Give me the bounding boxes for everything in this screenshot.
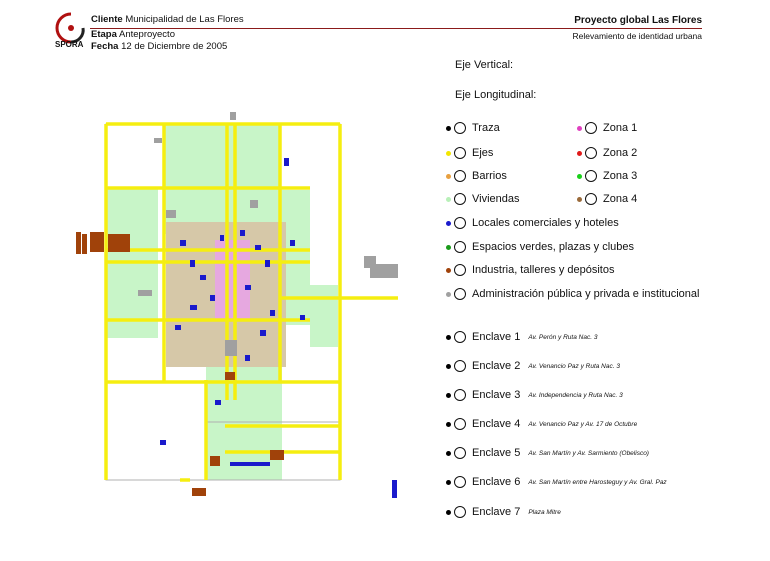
enclave-dot — [446, 422, 451, 427]
toggle-circle-icon[interactable] — [454, 418, 466, 430]
toggle-circle-icon[interactable] — [454, 264, 466, 276]
legend-item-industria[interactable] — [446, 264, 614, 276]
toggle-circle-icon[interactable] — [454, 389, 466, 401]
legend-label: Traza — [472, 122, 500, 134]
enclave-label: Enclave 3 — [472, 389, 521, 401]
stage-line — [91, 29, 175, 41]
legend-label: Zona 1 — [603, 122, 638, 134]
legend-item-viviendas[interactable] — [446, 193, 520, 205]
client-label: Cliente — [91, 14, 123, 25]
legend-dot-zona-4 — [577, 197, 582, 202]
enclave-label: Enclave 4 — [472, 418, 521, 430]
legend-item-zona-4[interactable] — [577, 193, 637, 205]
client-line — [91, 14, 244, 26]
toggle-circle-icon[interactable] — [585, 147, 597, 159]
enclave-dot — [446, 364, 451, 369]
stage-value: Anteproyecto — [119, 29, 175, 40]
legend-label: Viviendas — [472, 193, 520, 205]
enclave-label: Enclave 1 — [472, 331, 521, 343]
header — [0, 0, 770, 60]
toggle-circle-icon[interactable] — [454, 331, 466, 343]
client-value: Municipalidad de Las Flores — [125, 14, 244, 25]
enclave-desc: Av. San Martín entre Harosteguy y Av. Gral. Paz — [528, 478, 667, 486]
legend-item-ejes[interactable] — [446, 147, 493, 159]
enclave-item-7[interactable] — [446, 506, 561, 518]
spora-logo — [52, 12, 90, 56]
legend-label: Locales comerciales y hoteles — [472, 217, 619, 229]
legend-dot-zona-2 — [577, 151, 582, 156]
toggle-circle-icon[interactable] — [454, 193, 466, 205]
enclave-item-4[interactable] — [446, 418, 637, 430]
legend-item-espacios-verdes[interactable] — [446, 241, 634, 253]
enclave-dot — [446, 335, 451, 340]
enclave-item-1[interactable] — [446, 331, 597, 343]
legend-dot-zona-1 — [577, 126, 582, 131]
enclave-label: Enclave 2 — [472, 360, 521, 372]
toggle-circle-icon[interactable] — [454, 447, 466, 459]
toggle-circle-icon[interactable] — [454, 217, 466, 229]
urban-map — [70, 110, 410, 505]
toggle-circle-icon[interactable] — [585, 122, 597, 134]
legend-item-locales[interactable] — [446, 217, 619, 229]
toggle-circle-icon[interactable] — [454, 476, 466, 488]
legend-item-traza[interactable] — [446, 122, 500, 134]
enclave-desc: Av. Venancio Paz y Ruta Nac. 3 — [528, 362, 620, 370]
toggle-circle-icon[interactable] — [585, 193, 597, 205]
enclave-desc: Av. Venancio Paz y Av. 17 de Octubre — [528, 420, 638, 428]
legend-item-barrios[interactable] — [446, 170, 507, 182]
toggle-circle-icon[interactable] — [454, 122, 466, 134]
date-line — [91, 41, 227, 53]
legend-dot-ejes — [446, 151, 451, 156]
legend-item-zona-2[interactable] — [577, 147, 637, 159]
legend-dot-administracion — [446, 292, 451, 297]
legend-dot-zona-3 — [577, 174, 582, 179]
enclave-desc: Av. Perón y Ruta Nac. 3 — [528, 333, 598, 341]
legend-item-administracion[interactable] — [446, 288, 699, 300]
enclave-item-3[interactable] — [446, 389, 623, 401]
enclave-item-5[interactable] — [446, 447, 649, 459]
legend-dot-traza — [446, 126, 451, 131]
legend-label: Zona 3 — [603, 170, 638, 182]
enclave-item-2[interactable] — [446, 360, 620, 372]
project-subtitle: Relevamiento de identidad urbana — [572, 31, 702, 41]
legend-label: Espacios verdes, plazas y clubes — [472, 241, 635, 253]
legend-label: Industria, talleres y depósitos — [472, 264, 615, 276]
header-rule — [90, 28, 702, 29]
enclave-desc: Av. Independencia y Ruta Nac. 3 — [528, 391, 623, 399]
enclave-desc: Av. San Martín y Av. Sarmiento (Obelisco) — [528, 449, 649, 457]
axis-vertical-label: Eje Vertical: — [455, 59, 514, 71]
enclave-label: Enclave 5 — [472, 447, 521, 459]
enclave-item-6[interactable] — [446, 476, 667, 488]
toggle-circle-icon[interactable] — [454, 147, 466, 159]
logo-text: SPORA — [55, 40, 84, 49]
date-value: 12 de Diciembre de 2005 — [121, 41, 228, 52]
legend-item-zona-3[interactable] — [577, 170, 637, 182]
toggle-circle-icon[interactable] — [585, 170, 597, 182]
legend-item-zona-1[interactable] — [577, 122, 637, 134]
legend-label: Barrios — [472, 170, 507, 182]
stage-label: Etapa — [91, 29, 117, 40]
enclave-dot — [446, 393, 451, 398]
toggle-circle-icon[interactable] — [454, 506, 466, 518]
toggle-circle-icon[interactable] — [454, 170, 466, 182]
legend-dot-industria — [446, 268, 451, 273]
axis-longitudinal-label: Eje Longitudinal: — [455, 89, 537, 101]
enclave-label: Enclave 7 — [472, 506, 521, 518]
date-label: Fecha — [91, 41, 119, 52]
legend-label: Administración pública y privada e institucional — [472, 288, 700, 300]
enclave-dot — [446, 510, 451, 515]
toggle-circle-icon[interactable] — [454, 241, 466, 253]
enclave-dot — [446, 480, 451, 485]
legend-label: Ejes — [472, 147, 494, 159]
toggle-circle-icon[interactable] — [454, 288, 466, 300]
toggle-circle-icon[interactable] — [454, 360, 466, 372]
legend-dot-locales — [446, 221, 451, 226]
legend-dot-espacios-verdes — [446, 245, 451, 250]
legend-label: Zona 4 — [603, 193, 638, 205]
project-title: Proyecto global Las Flores — [574, 15, 702, 26]
enclave-label: Enclave 6 — [472, 476, 521, 488]
legend-dot-viviendas — [446, 197, 451, 202]
legend-label: Zona 2 — [603, 147, 638, 159]
enclave-desc: Plaza Mitre — [528, 508, 561, 516]
legend-dot-barrios — [446, 174, 451, 179]
enclave-dot — [446, 451, 451, 456]
